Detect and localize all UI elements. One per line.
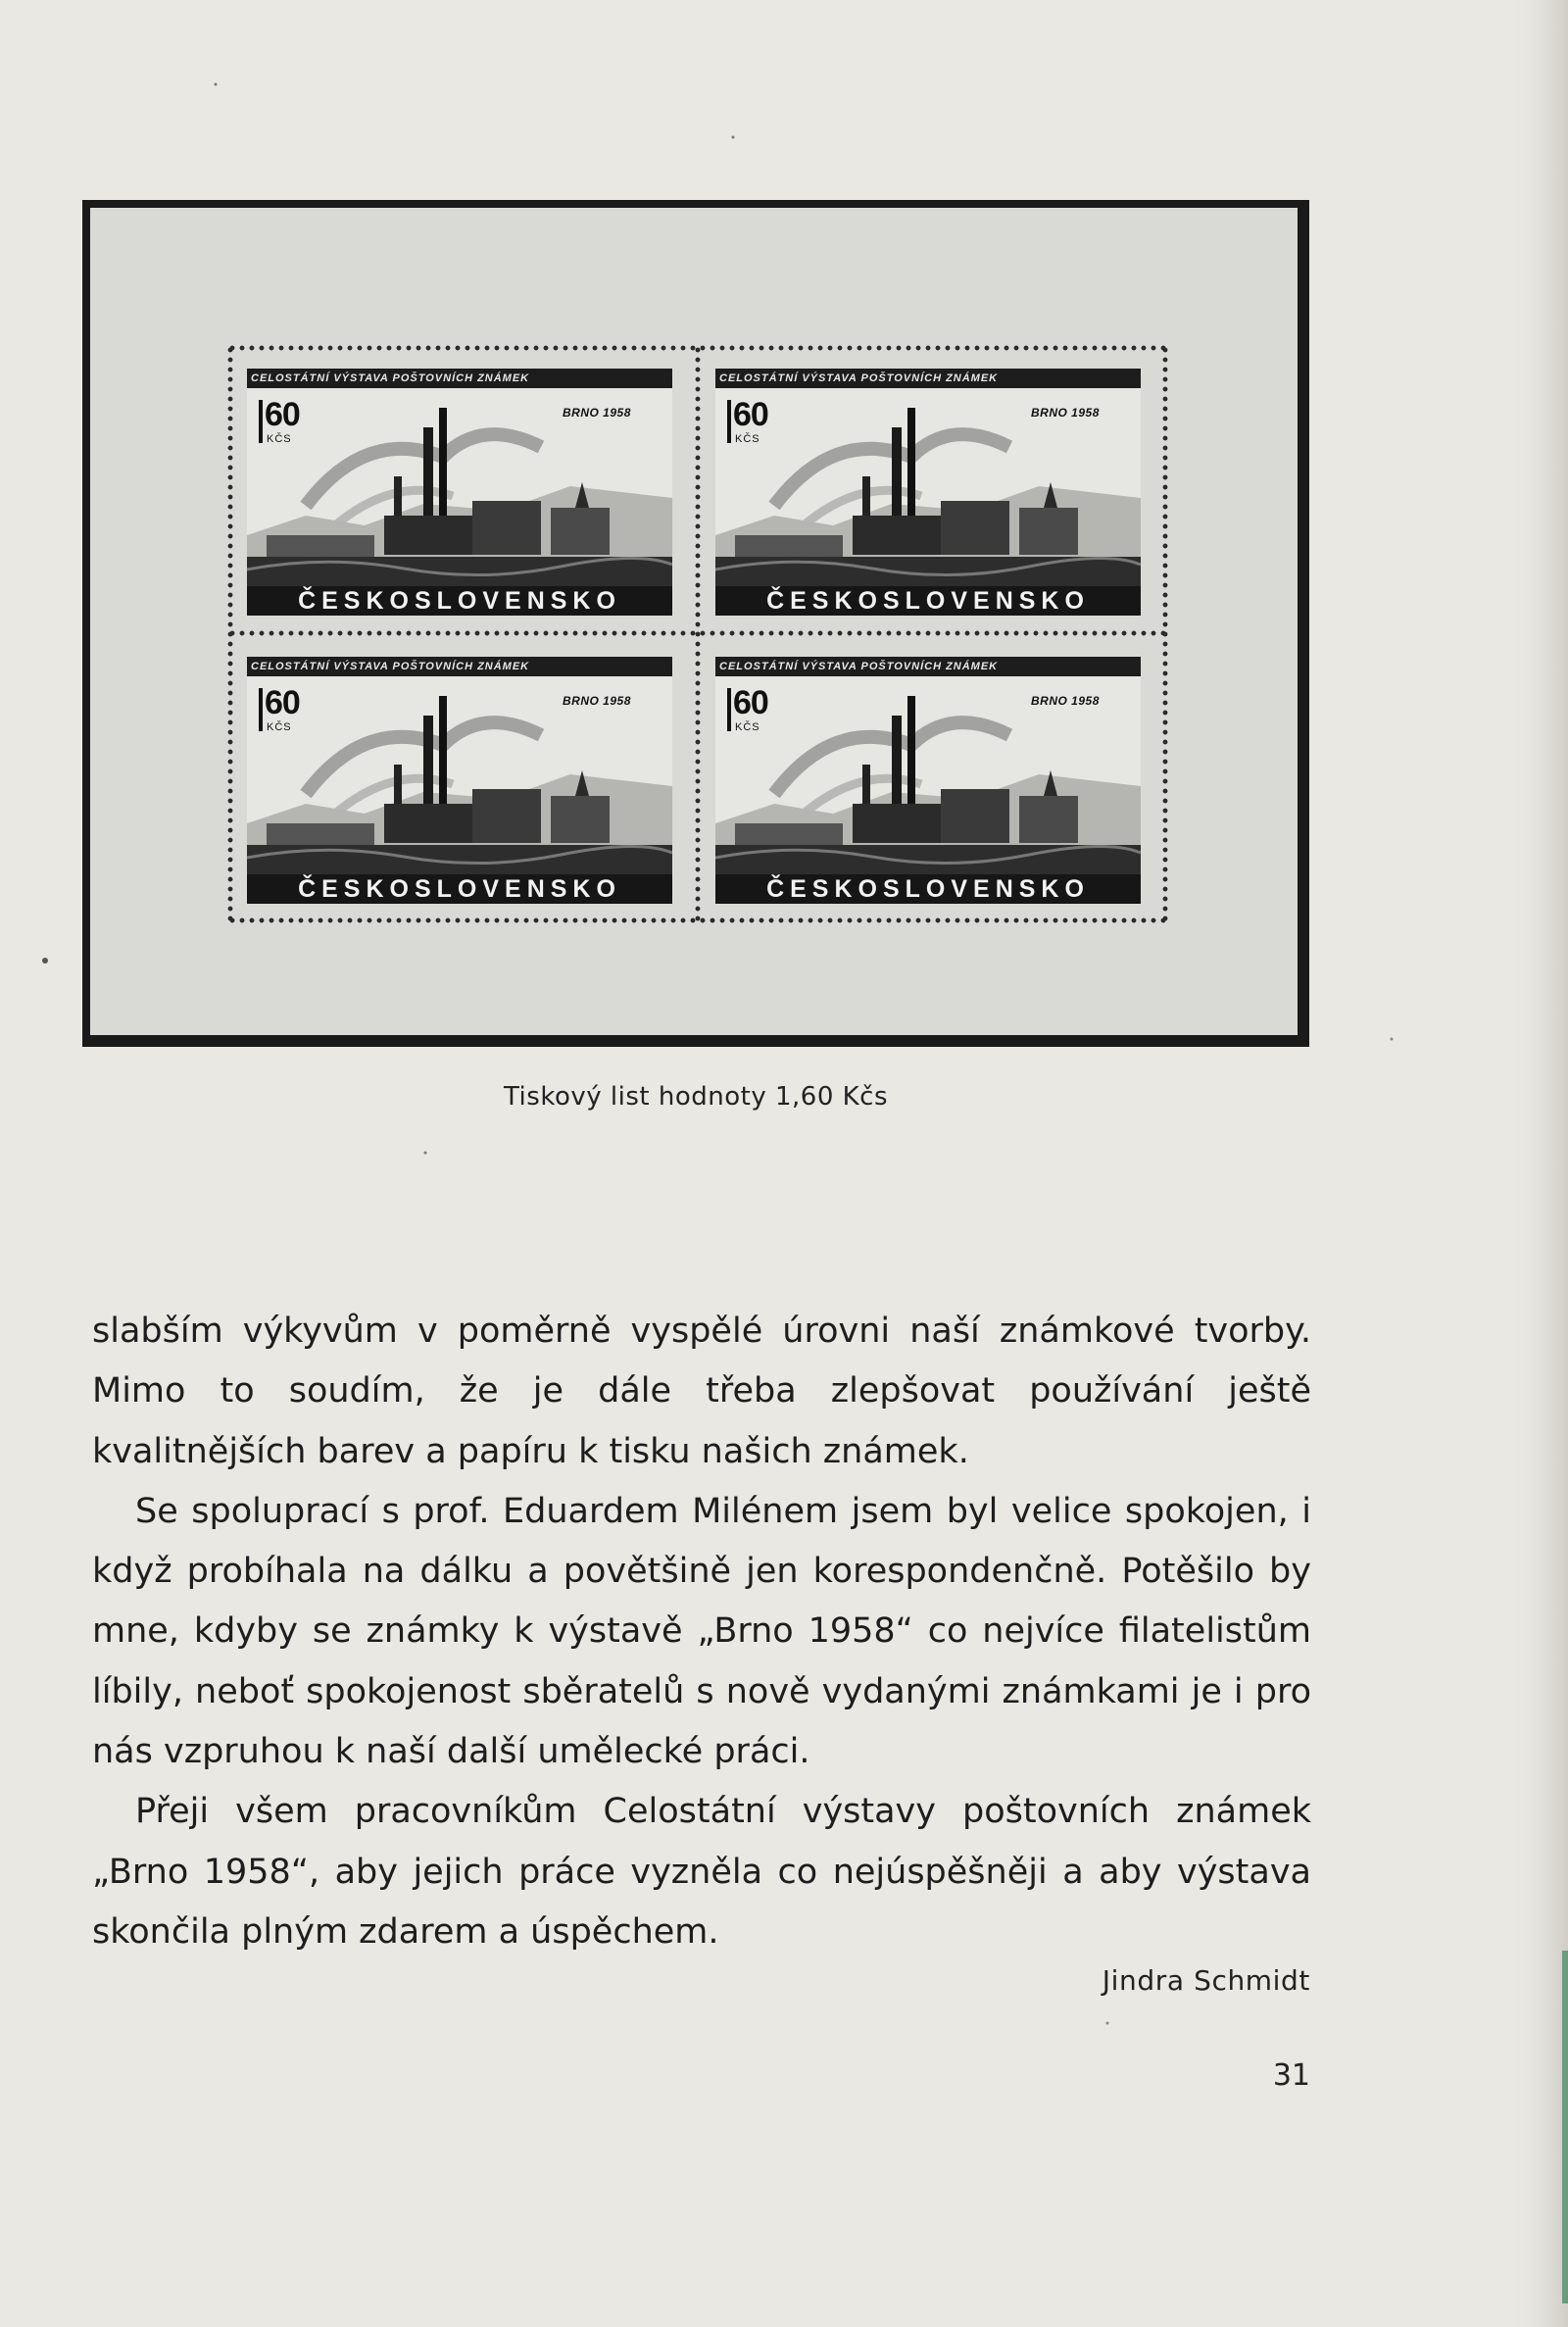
stamp [715,369,1141,616]
stamp-value: 60 [733,396,768,433]
stamp-value: 60 [733,684,768,721]
stamp-inscription: CELOSTÁTNÍ VÝSTAVA POŠTOVNÍCH ZNÁMEK [715,369,1141,388]
stamp-currency: KČS [735,721,760,733]
author-signature: Jindra Schmidt [1102,1964,1310,1997]
stamp-place: BRNO 1958 [563,406,631,420]
stamp-country: ČESKOSLOVENSKO [715,586,1141,616]
stamp-inscription: CELOSTÁTNÍ VÝSTAVA POŠTOVNÍCH ZNÁMEK [247,369,672,388]
stamp [247,369,672,616]
perforation [227,345,233,923]
stamp-place: BRNO 1958 [1031,694,1100,708]
souvenir-sheet [227,345,1168,923]
body-text [92,1302,1311,1962]
stamp-country: ČESKOSLOVENSKO [247,586,672,616]
stamp-sheet-photo [82,200,1309,1047]
paragraph: Se spoluprací s prof. Eduardem Milénem jsem byl velice spokojen, i když probíhala na dálku a povětšině jen korespondenčně. Potěšilo by mne, kdyby se známky k výstavě „Brno 1958“ co nejvíce filatelistům líbily, neboť spokojenost sběratelů s nově vydanými známkami je i pro nás vzpruhou k naší další umělecké práci. [92,1491,1311,1772]
stamp [247,657,672,904]
photo-mount [90,208,1298,1035]
stamp-inscription: CELOSTÁTNÍ VÝSTAVA POŠTOVNÍCH ZNÁMEK [715,657,1141,676]
stamp-country: ČESKOSLOVENSKO [247,874,672,904]
paragraph: slabším výkyvům v poměrně vyspělé úrovni naší známkové tvorby. Mimo to soudím, že je dále třeba zlepšovat používání ještě kvalitnějších barev a papíru k tisku našich známek. [92,1312,1311,1471]
stamp [715,657,1141,904]
perforation [1162,345,1168,923]
stamp-inscription: CELOSTÁTNÍ VÝSTAVA POŠTOVNÍCH ZNÁMEK [247,657,672,676]
stamp-currency: KČS [267,721,292,733]
page-number: 31 [1272,2058,1310,2093]
stamp-currency: KČS [267,433,292,445]
stamp-country: ČESKOSLOVENSKO [715,874,1141,904]
paragraph: Přeji všem pracovníkům Celostátní výstavy poštovních známek „Brno 1958“, aby jejich práce vyzněla co nejúspěšněji a aby výstava skončila plným zdarem a úspěchem. [92,1792,1311,1952]
stamp-currency: KČS [735,433,760,445]
stamp-value: 60 [265,396,300,433]
figure-caption: Tiskový list hodnoty 1,60 Kčs [503,1082,889,1112]
stamp-place: BRNO 1958 [1031,406,1100,420]
stamp-value: 60 [265,684,300,721]
stamp-place: BRNO 1958 [563,694,631,708]
perforation [695,345,701,923]
